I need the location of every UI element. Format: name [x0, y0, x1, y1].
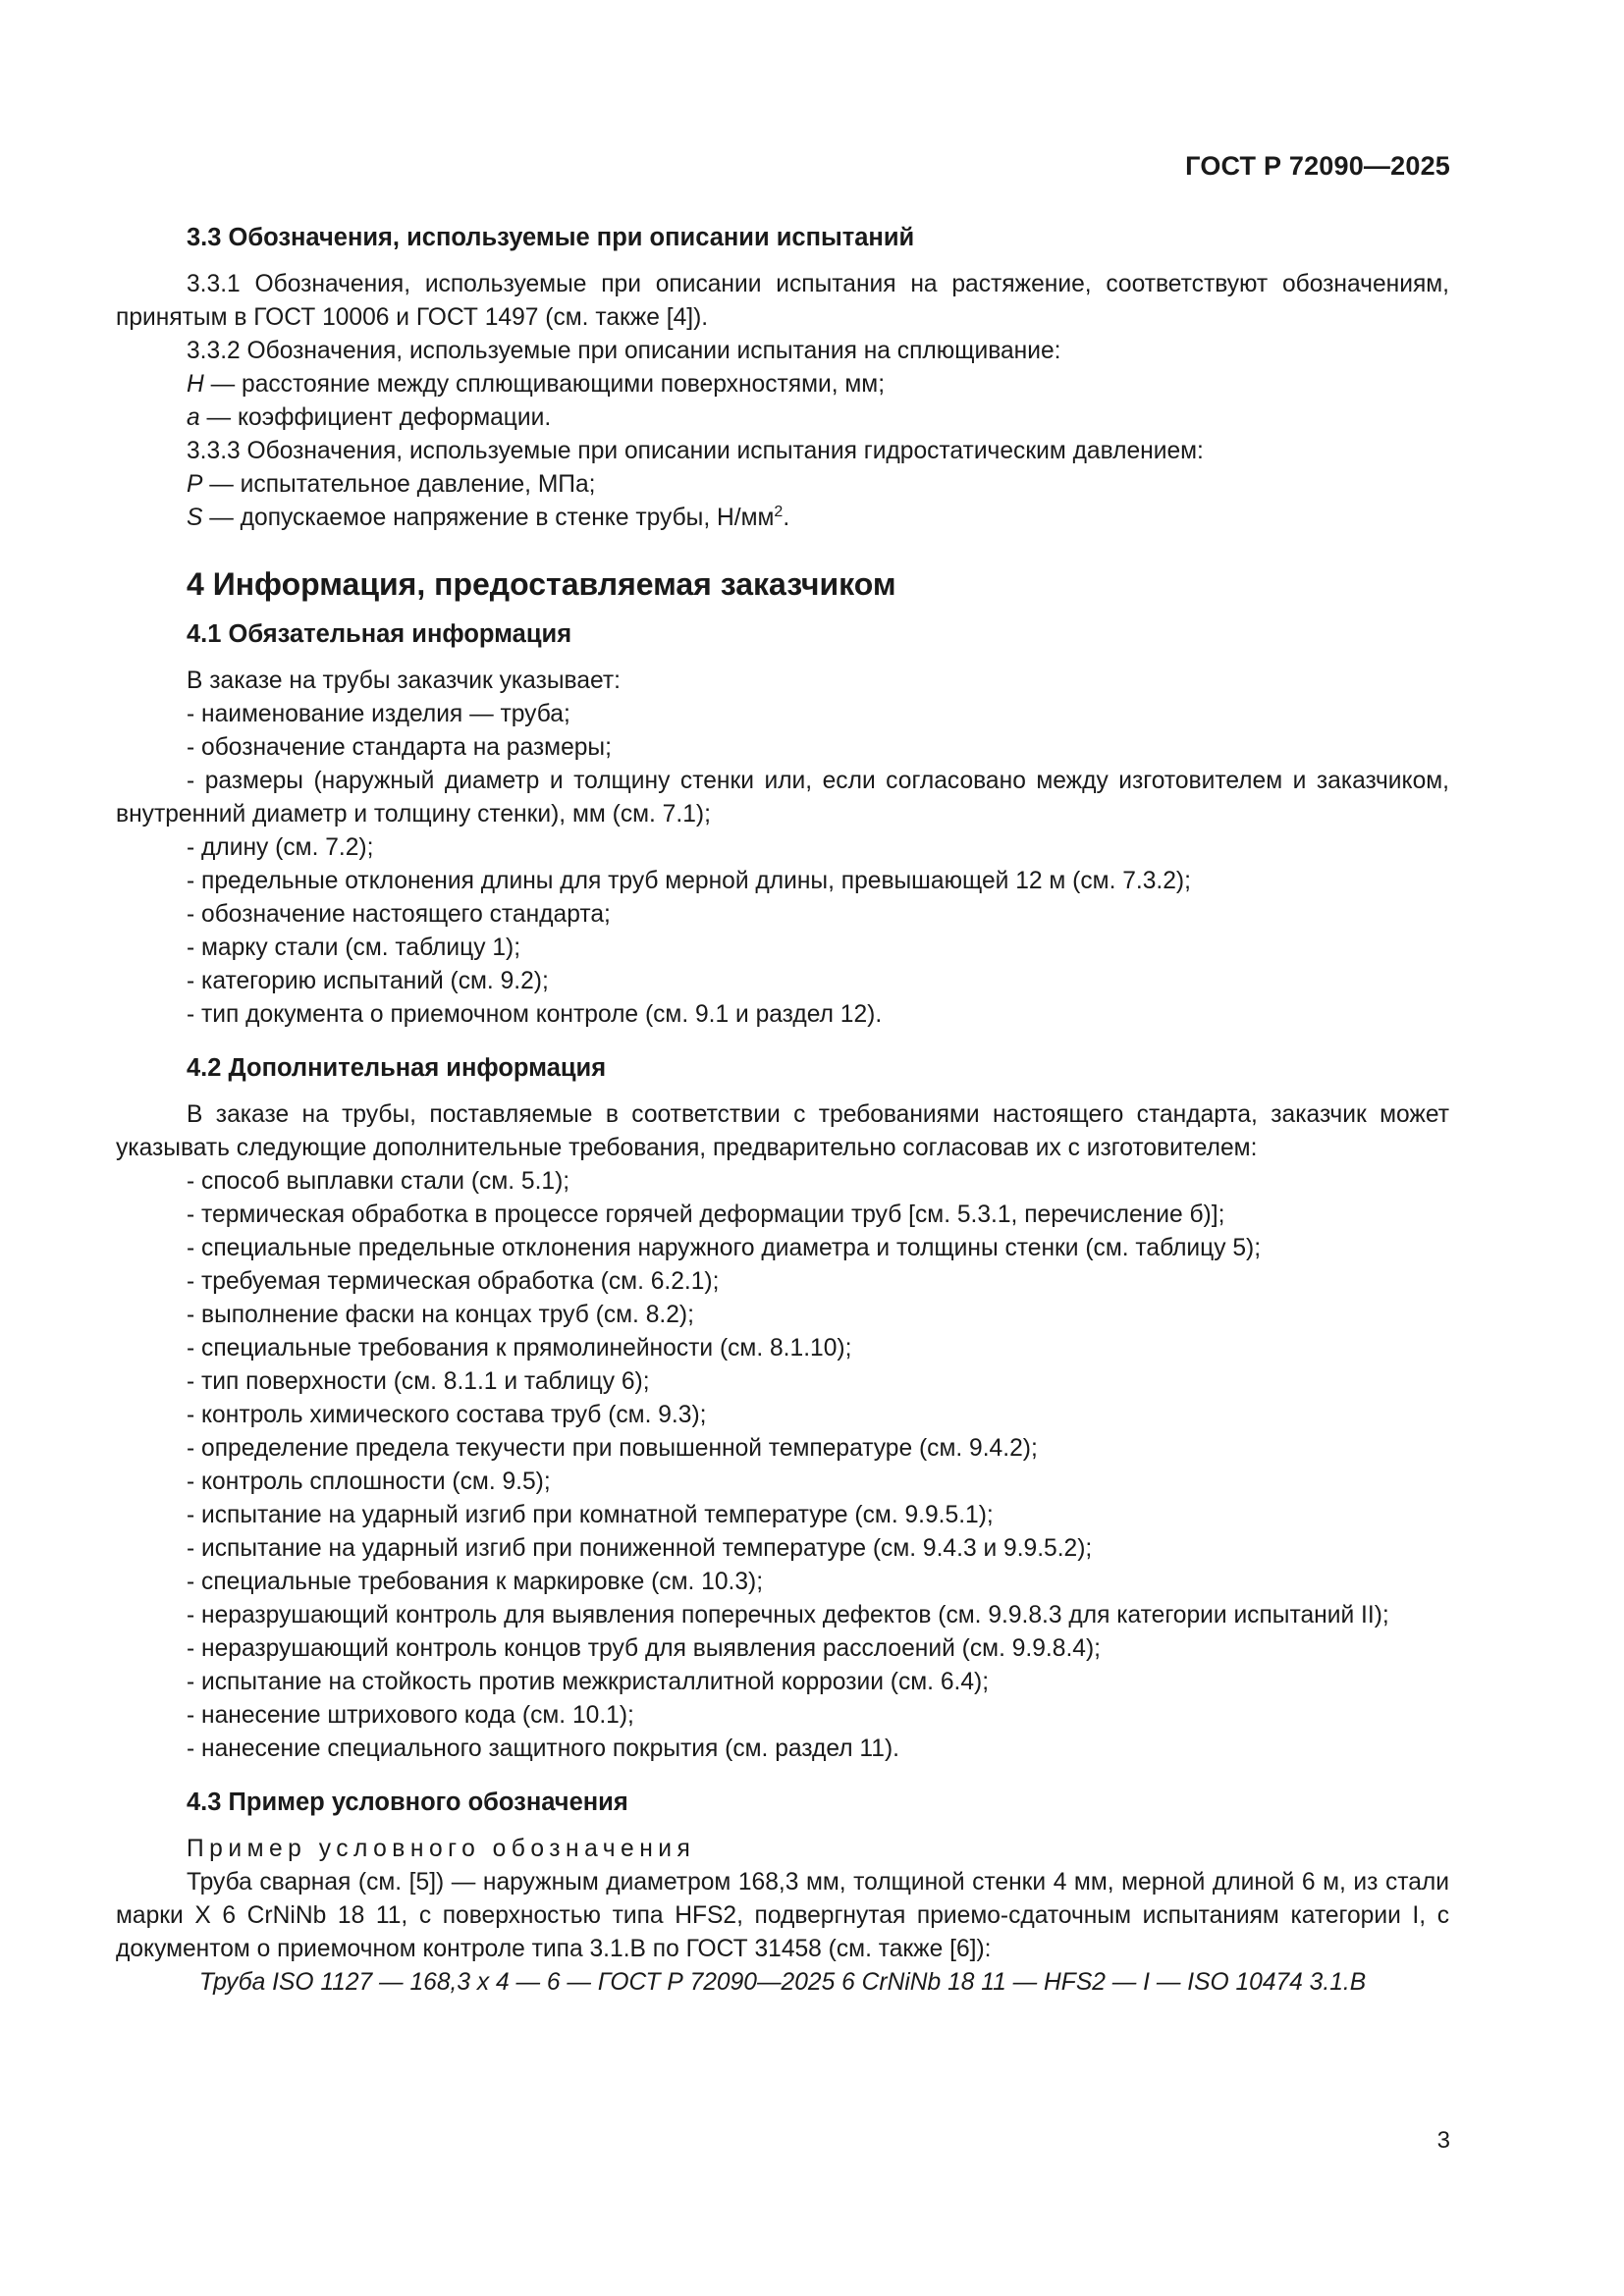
symbol-a-desc: — коэффициент деформации.: [199, 404, 552, 431]
para-3-3-3: 3.3.3 Обозначения, используемые при описании испытания гидростатическим давлением:: [187, 438, 1204, 464]
list-item: - нанесение штрихового кода (см. 10.1);: [187, 1702, 634, 1729]
list-item: - неразрушающий контроль концов труб для выявления расслоений (см. 9.9.8.4);: [187, 1635, 1101, 1662]
list-item: - контроль сплошности (см. 9.5);: [187, 1468, 551, 1495]
section-4-2-intro: В заказе на трубы, поставляемые в соответствии с требованиями настоящего стандарта, заказчик может указывать следующие дополнительные требования, предварительно согласовав их с изготовителем:: [116, 1101, 1449, 1161]
list-item: - размеры (наружный диаметр и толщину стенки или, если согласовано между изготовителем и заказчиком, внутренний диаметр и толщину стенки), мм (см. 7.1);: [116, 768, 1449, 828]
section-4-1-title: 4.1 Обязательная информация: [187, 620, 572, 648]
symbol-s-line: [116, 502, 1449, 535]
list-item: - обозначение стандарта на размеры;: [187, 734, 612, 761]
symbol-h-desc: — расстояние между сплющивающими поверхностями, мм;: [203, 371, 886, 398]
list-item: - специальные предельные отклонения наружного диаметра и толщины стенки (см. таблицу 5);: [187, 1235, 1262, 1261]
list-item: - испытание на стойкость против межкристаллитной коррозии (см. 6.4);: [187, 1669, 990, 1695]
page-number: 3: [1436, 2127, 1450, 2154]
list-item: - неразрушающий контроль для выявления поперечных дефектов (см. 9.9.8.3 для категории испытаний II);: [187, 1602, 1389, 1629]
list-item: - тип документа о приемочном контроле (см. 9.1 и раздел 12).: [187, 1001, 883, 1028]
section-4-2-title: 4.2 Дополнительная информация: [187, 1054, 607, 1082]
symbol-h-line: [116, 368, 1449, 401]
list-item: - категорию испытаний (см. 9.2);: [187, 968, 549, 994]
para-3-3-2: 3.3.2 Обозначения, используемые при описании испытания на сплющивание:: [187, 338, 1061, 364]
example-designation: Труба ISO 1127 — 168,3 х 4 — 6 — ГОСТ Р 72090—2025 6 CrNiNb 18 11 — HFS2 — I — ISO 10474 3.1.B: [198, 1969, 1367, 1996]
list-item: - нанесение специального защитного покрытия (см. раздел 11).: [187, 1735, 899, 1762]
page-content: [116, 221, 1449, 2000]
symbol-s-exponent: 2: [774, 503, 784, 520]
symbol-h: H: [187, 371, 204, 398]
list-item: - предельные отклонения длины для труб мерной длины, превышающей 12 м (см. 7.3.2);: [187, 868, 1191, 894]
para-3-3-1: 3.3.1 Обозначения, используемые при описании испытания на растяжение, соответствуют обозначениям, принятым в ГОСТ 10006 и ГОСТ 1497 (см. также [4]).: [116, 271, 1449, 331]
list-item: - требуемая термическая обработка (см. 6.2.1);: [187, 1268, 720, 1295]
symbol-p: P: [187, 471, 203, 498]
symbol-s-desc: — допускаемое напряжение в стенке трубы, Н/мм: [202, 505, 775, 531]
symbol-p-desc: — испытательное давление, МПа;: [202, 471, 596, 498]
list-item: - марку стали (см. таблицу 1);: [187, 934, 521, 961]
list-item: - специальные требования к маркировке (см. 10.3);: [187, 1569, 764, 1595]
list-item: - наименование изделия — труба;: [187, 701, 570, 727]
symbol-p-line: [116, 468, 1449, 502]
list-item: - контроль химического состава труб (см. 9.3);: [187, 1402, 707, 1428]
list-item: - выполнение фаски на концах труб (см. 8.2);: [187, 1302, 694, 1328]
example-label: Пример условного обозначения: [187, 1836, 696, 1862]
list-item: - определение предела текучести при повышенной температуре (см. 9.4.2);: [187, 1435, 1038, 1462]
list-item: - длину (см. 7.2);: [187, 834, 374, 861]
section-4-1-intro: В заказе на трубы заказчик указывает:: [187, 667, 621, 694]
symbol-a: a: [187, 404, 200, 431]
list-item: - способ выплавки стали (см. 5.1);: [187, 1168, 570, 1195]
section-3-3-title: 3.3 Обозначения, используемые при описании испытаний: [187, 224, 915, 251]
list-item: - специальные требования к прямолинейности (см. 8.1.10);: [187, 1335, 852, 1362]
symbol-s-end: .: [783, 505, 790, 531]
list-item: - испытание на ударный изгиб при комнатной температуре (см. 9.9.5.1);: [187, 1502, 994, 1528]
section-4-title: 4 Информация, предоставляемая заказчиком: [187, 566, 896, 602]
list-item: - испытание на ударный изгиб при пониженной температуре (см. 9.4.3 и 9.9.5.2);: [187, 1535, 1093, 1562]
section-4-3-title: 4.3 Пример условного обозначения: [187, 1789, 628, 1816]
symbol-s: S: [187, 505, 203, 531]
example-text: Труба сварная (см. [5]) — наружным диаметром 168,3 мм, толщиной стенки 4 мм, мерной длиной 6 м, из стали марки Х 6 CrNiNb 18 11, с поверхностью типа HFS2, подвергнутая приемо-сдаточным испытаниям категории I, с документом о приемочном контроле типа 3.1.В по ГОСТ 31458 (см. также [6]):: [116, 1869, 1449, 1962]
symbol-a-line: [116, 401, 1449, 435]
document-id-header: ГОСТ Р 72090—2025: [1185, 151, 1450, 181]
list-item: - обозначение настоящего стандарта;: [187, 901, 611, 928]
list-item: - тип поверхности (см. 8.1.1 и таблицу 6);: [187, 1368, 650, 1395]
list-item: - термическая обработка в процессе горячей деформации труб [см. 5.3.1, перечисление б)];: [187, 1201, 1225, 1228]
